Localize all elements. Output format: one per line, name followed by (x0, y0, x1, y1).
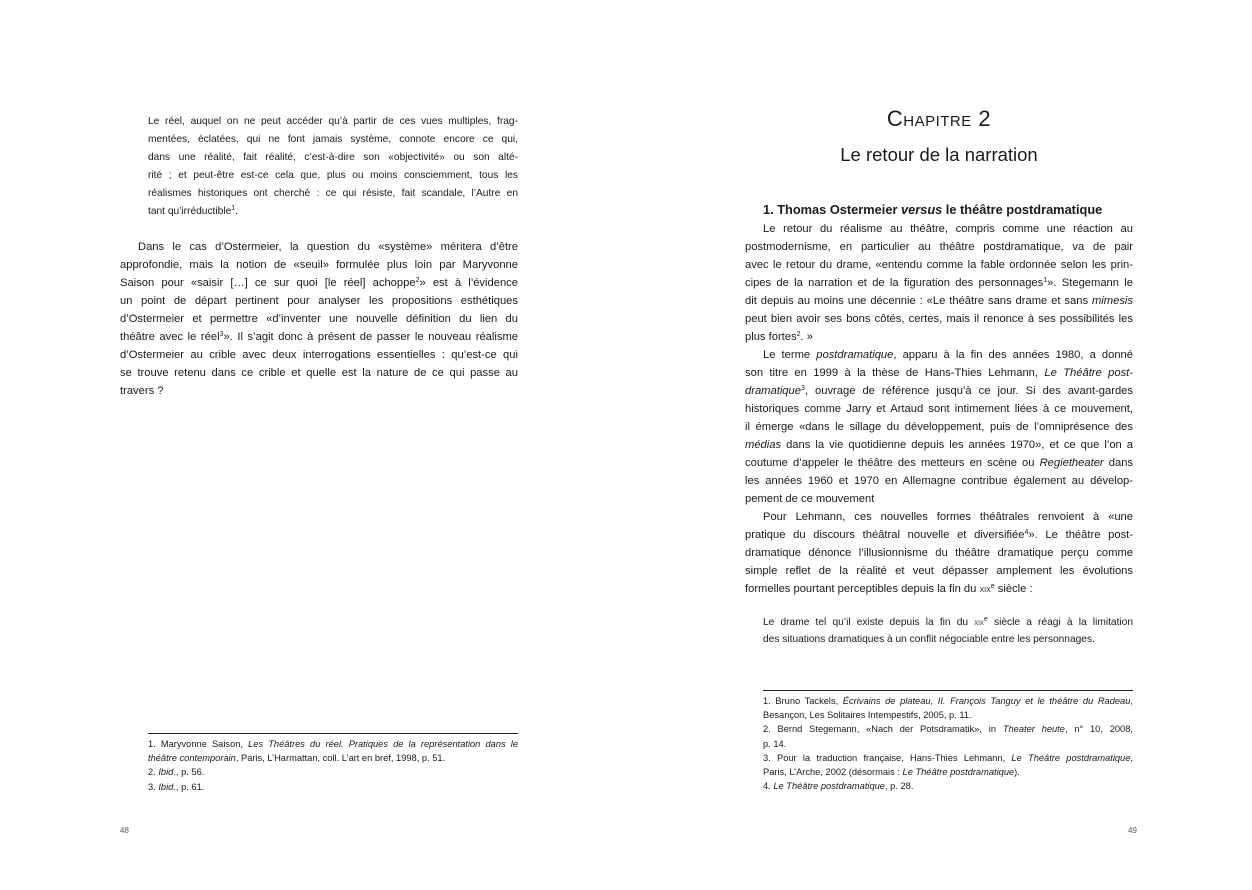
text-run: 2. Bernd Stegemann, «Nach der Potsdramatik», in (763, 724, 1003, 735)
text-run: Le drame tel qu’il existe depuis la fin du (763, 617, 975, 628)
text-run: il émerge «dans le sillage du développement, puis de l’omniprésence des (745, 421, 1133, 433)
text-line (120, 328, 518, 346)
text-line (120, 346, 518, 364)
text-line (120, 310, 518, 328)
text-line (148, 203, 518, 221)
text-run: les années 1960 et 1970 en Allemagne contribue également au dévelop- (745, 475, 1133, 487)
text-run: le théâtre postdramatique (942, 202, 1103, 217)
text-run: Le réel, auquel on ne peut accéder qu’à partir de ces vues multiples, frag- (148, 116, 518, 127)
text-run: . (235, 206, 238, 217)
text-run: Le retour du réalisme au théâtre, compris comme une réaction au (763, 223, 1133, 235)
text-line (120, 364, 518, 382)
page-number: 48 (120, 826, 129, 835)
footnote-ref: 2 (796, 331, 801, 338)
footnote-ref: 1 (1043, 277, 1048, 284)
footnote-ref: 3 (800, 385, 805, 392)
section-heading (763, 202, 1102, 217)
footnotes (763, 694, 1133, 793)
text-run: Le Théâtre postdramatique (773, 781, 885, 792)
text-line (745, 544, 1133, 562)
text-line (745, 418, 1133, 436)
text-run: , p. 56. (175, 767, 205, 778)
text-line (148, 131, 518, 149)
text-line (148, 751, 518, 765)
text-run: rité ; et peut-être est-ce cela que, plus ou moins consciemment, tous les (148, 170, 518, 181)
text-run: dramatique dénonce l’illusionnisme du théâtre dramatique perçu comme (745, 547, 1133, 559)
text-line (745, 256, 1133, 274)
footnote-ref: 2 (415, 277, 420, 284)
text-run: théâtre avec le réel (120, 331, 220, 343)
chapter-title: Le retour de la narration (840, 144, 1038, 165)
text-run: un point de départ pertinent pour analyser les propositions esthétiques (120, 295, 518, 307)
text-run: réalismes historiques ont cherché : ce qui résiste, fait scandale, l’Autre en (148, 188, 518, 199)
text-run: Le Théâtre postdramatique (902, 766, 1015, 777)
text-run: son titre en 1999 à la thèse de Hans-Thies Lehmann, (745, 367, 1045, 379)
text-line (763, 613, 1133, 631)
text-run: travers ? (120, 385, 164, 397)
text-line (745, 454, 1133, 472)
text-run: d’Ostermeier au crible avec deux interrogations essentielles : qu’est-ce qui (120, 349, 518, 361)
text-line (745, 436, 1133, 454)
text-run: plus fortes (745, 331, 797, 343)
text-line (745, 364, 1133, 382)
text-run: formelles pourtant perceptibles depuis la fin du (745, 583, 980, 595)
text-line (763, 779, 1133, 793)
text-run: Regietheater (1039, 457, 1104, 469)
text-run: médias (745, 439, 782, 451)
text-line (120, 274, 518, 292)
text-line (745, 382, 1133, 400)
text-line (745, 310, 1133, 328)
text-run: simple reflet de la réalité et veut dépasser amplement les évolutions (745, 565, 1133, 577)
text-line (763, 694, 1133, 708)
text-line (120, 238, 518, 256)
text-run: peut bien avoir ses bons côtés, certes, mais il renonce à ses possibilités les (745, 313, 1133, 325)
text-run: Ibid. (158, 767, 176, 778)
text-run: , p. 28. (884, 781, 914, 792)
body-paragraph (745, 220, 1133, 346)
footnote-rule (148, 733, 518, 734)
text-line (120, 256, 518, 274)
text-run: Saison pour «saisir […] ce sur quoi [le réel] achoppe (120, 277, 416, 289)
chapter-label: Chapitre 2 (886, 106, 992, 131)
text-run: , (1130, 696, 1133, 706)
text-line (763, 631, 1133, 649)
text-run: 3. Pour la traduction française, Hans-Thies Lehmann, (763, 752, 1012, 763)
body-paragraph (745, 508, 1133, 598)
text-run: , p. 61. (175, 781, 205, 792)
text-line (148, 167, 518, 185)
text-line (763, 737, 1133, 751)
text-run: théâtre contemporain (148, 753, 236, 764)
text-line (745, 580, 1133, 598)
text-line (745, 292, 1133, 310)
text-line (763, 722, 1133, 736)
text-run: » est à l’évidence (419, 277, 518, 289)
text-run: , apparu à la fin des années 1980, a donné (893, 349, 1134, 361)
footnote-ref: e (983, 616, 988, 623)
text-run: mimesis (1091, 295, 1133, 307)
footnote-ref: 1 (231, 205, 236, 212)
text-line (745, 490, 1133, 508)
text-run: postdramatique (816, 349, 894, 361)
text-line (745, 220, 1133, 238)
body-paragraph (745, 346, 1133, 508)
text-run: avec le retour du drame, «entendu comme la fable ordonnée selon les prin- (745, 259, 1133, 271)
footnote-ref: 3 (219, 331, 224, 338)
text-run: dit depuis au moins une décennie : «Le théâtre sans drame et sans (745, 295, 1092, 307)
text-run: tant qu’irréductible (148, 206, 232, 217)
text-run: approfondie, mais la notion de «seuil» formulée plus loin par Maryvonne (120, 259, 518, 271)
text-line (148, 149, 518, 167)
text-run: pement de ce mouvement (745, 493, 875, 505)
block-quote (148, 113, 518, 221)
text-run: siècle a réagi à la limitation (987, 617, 1134, 628)
text-line (763, 708, 1133, 722)
text-line (745, 328, 1133, 346)
footnote-ref: 4 (1024, 529, 1029, 536)
text-run: , ouvrage de référence jusqu’à ce jour. Si des avant-gardes (804, 385, 1133, 397)
text-run: dramatique (745, 385, 801, 397)
text-run: . » (800, 331, 813, 343)
text-line (763, 751, 1133, 765)
text-run: Le terme (763, 349, 817, 361)
text-run: Paris, L’Arche, 2002 (désormais : (763, 766, 903, 777)
text-line (120, 292, 518, 310)
text-run: , (1130, 752, 1133, 763)
text-line (763, 765, 1133, 779)
text-run: coutume d’appeler le théâtre des metteurs en scène ou (745, 457, 1040, 469)
text-line (745, 238, 1133, 256)
text-run: 1. Bruno Tackels, (763, 696, 843, 706)
text-run: 1. Maryvonne Saison, (148, 739, 249, 749)
text-run: siècle : (994, 583, 1033, 595)
text-run: se trouve retenu dans ce crible et quelle est la nature de ce qui passe au (120, 367, 518, 379)
text-run: Le Théâtre post- (1044, 367, 1133, 379)
footnote-ref: e (990, 583, 995, 590)
body-paragraph (120, 238, 518, 400)
text-run: Écrivains de plateau, II. François Tanguy et le théâtre du Radeau (842, 696, 1131, 706)
block-quote (763, 613, 1133, 649)
text-run: 4. (763, 781, 774, 792)
text-run: Pour Lehmann, ces nouvelles formes théâtrales renvoient à «une (763, 511, 1133, 523)
text-line (745, 508, 1133, 526)
text-line (148, 185, 518, 203)
text-run: Besançon, Les Solitaires Intempestifs, 2005, p. 11. (763, 710, 972, 721)
text-run: mentées, éclatées, qui ne font jamais système, connote encore ce qui, (148, 134, 518, 145)
text-line (745, 274, 1133, 292)
footnote-rule (763, 690, 1133, 691)
text-run: Theater heute (1002, 724, 1065, 735)
page-number: 49 (1128, 826, 1137, 835)
text-run: historiques comme Jarry et Artaud sont intimement liées à ce mouvement, (745, 403, 1133, 415)
text-line (745, 472, 1133, 490)
text-run: dans la vie quotidienne depuis les années 1970», et ce que l’on a (781, 439, 1133, 451)
text-run: cipes de la narration et de la figuration des personnages (745, 277, 1044, 289)
text-run: , n° 10, 2008, (1064, 724, 1133, 735)
text-run: xix (974, 617, 984, 627)
text-line (745, 400, 1133, 418)
text-run: Le Théâtre postdramatique (1011, 752, 1131, 763)
text-line (745, 346, 1133, 364)
text-line (745, 562, 1133, 580)
text-run: d’Ostermeier et permettre «d’inventer une nouvelle définition du lien du (120, 313, 518, 325)
text-run: ». Il s’agit donc à présent de passer le nouveau réalisme (223, 331, 518, 343)
text-run: dans une réalité, fait réalité, c’est-à-dire son «objectivité» ou son alté- (148, 152, 518, 163)
text-line (120, 382, 518, 400)
text-run: 2. (148, 767, 159, 778)
text-line (148, 765, 518, 779)
text-line (148, 737, 518, 751)
text-run: 1. Thomas Ostermeier (763, 202, 901, 217)
text-run: des situations dramatiques à un conflit négociable entre les personnages. (763, 634, 1095, 645)
text-run: pratique du discours théâtral nouvelle et diversifiée (745, 529, 1025, 541)
text-run: ». Le théâtre post- (1028, 529, 1133, 541)
text-run: Les Théâtres du réel. Pratiques de la représentation dans le (248, 739, 518, 749)
text-run: , Paris, L’Harmattan, coll. L’art en bref, 1998, p. 51. (235, 753, 446, 764)
text-run: Ibid. (158, 781, 176, 792)
text-line (148, 113, 518, 131)
text-run: dans (1103, 457, 1134, 469)
text-run: ». Stegemann le (1047, 277, 1133, 289)
text-run: p. 14. (763, 738, 787, 749)
text-run: xix (979, 584, 991, 595)
text-run: postmodernisme, en particulier au théâtre postdramatique, va de pair (745, 241, 1133, 253)
text-line (745, 526, 1133, 544)
text-run: 3. (148, 781, 159, 792)
text-run: ). (1014, 766, 1020, 777)
text-run: versus (900, 202, 943, 217)
footnotes (148, 737, 518, 794)
text-run: Dans le cas d’Ostermeier, la question du «système» méritera d’être (138, 241, 518, 253)
text-line (148, 780, 518, 794)
